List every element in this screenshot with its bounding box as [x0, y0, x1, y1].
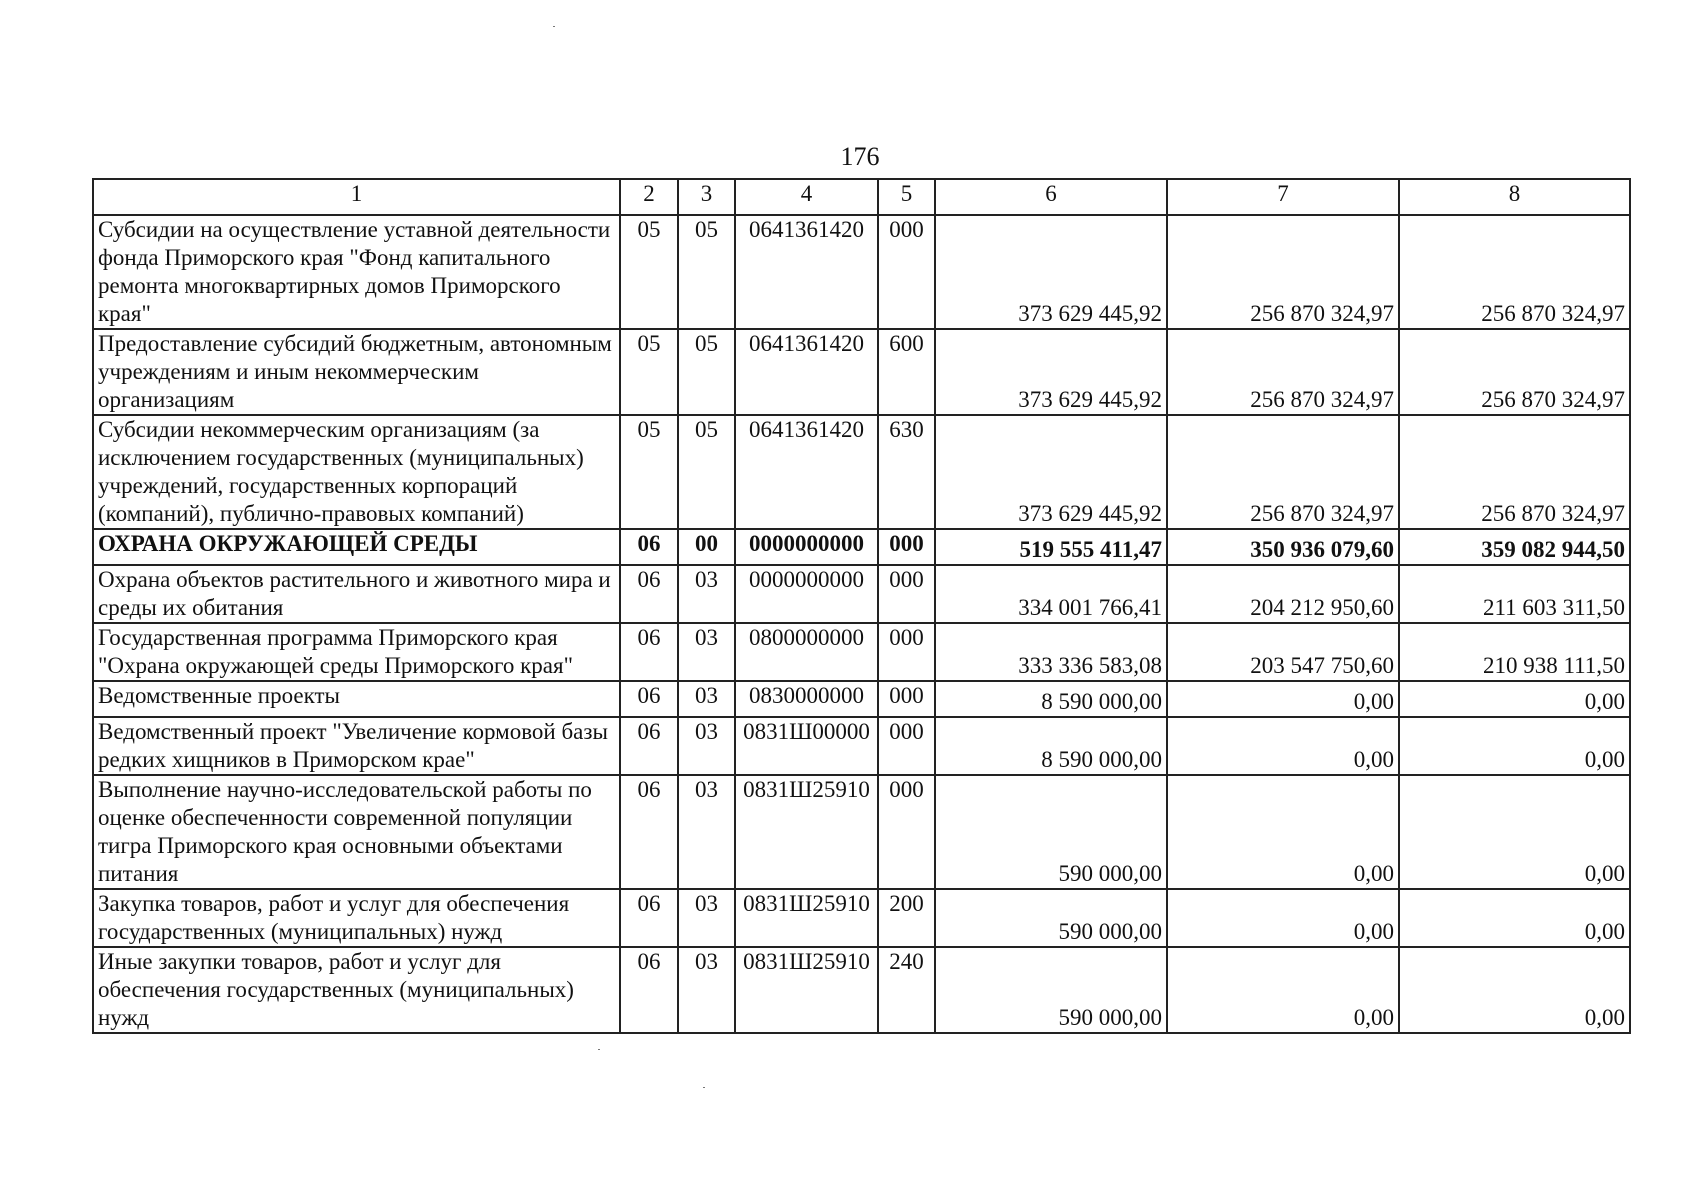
- subsection-code-cell: 03: [678, 947, 735, 1033]
- amount-col6-cell: 334 001 766,41: [935, 565, 1167, 623]
- table-row: [93, 681, 1630, 717]
- expense-type-cell: 000: [878, 681, 935, 717]
- amount-col8-cell: 359 082 944,50: [1399, 529, 1630, 565]
- target-article-cell: 0831Ш25910: [735, 889, 878, 947]
- amount-col8-cell: 0,00: [1399, 947, 1630, 1033]
- header-row: [93, 179, 1630, 215]
- amount-col6-cell: 8 590 000,00: [935, 717, 1167, 775]
- header-cell: 2: [620, 179, 678, 215]
- scan-speck: [553, 26, 555, 27]
- target-article-cell: 0641361420: [735, 415, 878, 529]
- table-row: [93, 775, 1630, 889]
- amount-col7-cell: 0,00: [1167, 775, 1399, 889]
- amount-col6-cell: 373 629 445,92: [935, 415, 1167, 529]
- expense-type-cell: 000: [878, 623, 935, 681]
- amount-col6-cell: 373 629 445,92: [935, 329, 1167, 415]
- section-code-cell: 06: [620, 889, 678, 947]
- amount-col7-cell: 0,00: [1167, 717, 1399, 775]
- amount-col6-cell: 373 629 445,92: [935, 215, 1167, 329]
- table-row: [93, 415, 1630, 529]
- expense-type-cell: 000: [878, 775, 935, 889]
- subsection-code-cell: 05: [678, 215, 735, 329]
- row-name-cell: Охрана объектов растительного и животного мира и среды их обитания: [93, 565, 620, 623]
- amount-col8-cell: 0,00: [1399, 681, 1630, 717]
- table-row: [93, 529, 1630, 565]
- target-article-cell: 0000000000: [735, 565, 878, 623]
- subsection-code-cell: 03: [678, 775, 735, 889]
- amount-col6-cell: 333 336 583,08: [935, 623, 1167, 681]
- row-name-cell: Субсидии на осуществление уставной деятельности фонда Приморского края "Фонд капитального ремонта многоквартирных домов Приморского края": [93, 215, 620, 329]
- amount-col8-cell: 0,00: [1399, 775, 1630, 889]
- section-code-cell: 05: [620, 329, 678, 415]
- amount-col8-cell: 256 870 324,97: [1399, 215, 1630, 329]
- section-code-cell: 06: [620, 775, 678, 889]
- table-row: [93, 215, 1630, 329]
- amount-col8-cell: 256 870 324,97: [1399, 329, 1630, 415]
- subsection-code-cell: 03: [678, 717, 735, 775]
- target-article-cell: 0831Ш00000: [735, 717, 878, 775]
- row-name-cell: ОХРАНА ОКРУЖАЮЩЕЙ СРЕДЫ: [93, 529, 620, 565]
- target-article-cell: 0800000000: [735, 623, 878, 681]
- amount-col7-cell: 256 870 324,97: [1167, 215, 1399, 329]
- header-cell: 7: [1167, 179, 1399, 215]
- target-article-cell: 0000000000: [735, 529, 878, 565]
- amount-col8-cell: 0,00: [1399, 717, 1630, 775]
- subsection-code-cell: 03: [678, 623, 735, 681]
- header-cell: 3: [678, 179, 735, 215]
- amount-col8-cell: 256 870 324,97: [1399, 415, 1630, 529]
- amount-col6-cell: 590 000,00: [935, 947, 1167, 1033]
- amount-col8-cell: 210 938 111,50: [1399, 623, 1630, 681]
- row-name-cell: Выполнение научно-исследовательской работы по оценке обеспеченности современной популяции тигра Приморского края основными объектами питания: [93, 775, 620, 889]
- amount-col8-cell: 0,00: [1399, 889, 1630, 947]
- section-code-cell: 06: [620, 529, 678, 565]
- header-cell: 8: [1399, 179, 1630, 215]
- section-code-cell: 06: [620, 623, 678, 681]
- row-name-cell: Государственная программа Приморского края "Охрана окружающей среды Приморского края": [93, 623, 620, 681]
- section-code-cell: 05: [620, 415, 678, 529]
- amount-col7-cell: 0,00: [1167, 889, 1399, 947]
- budget-table: [92, 178, 1631, 1034]
- subsection-code-cell: 03: [678, 681, 735, 717]
- header-cell: 5: [878, 179, 935, 215]
- row-name-cell: Предоставление субсидий бюджетным, автономным учреждениям и иным некоммерческим организациям: [93, 329, 620, 415]
- subsection-code-cell: 03: [678, 565, 735, 623]
- amount-col7-cell: 204 212 950,60: [1167, 565, 1399, 623]
- subsection-code-cell: 00: [678, 529, 735, 565]
- target-article-cell: 0830000000: [735, 681, 878, 717]
- target-article-cell: 0641361420: [735, 329, 878, 415]
- amount-col7-cell: 350 936 079,60: [1167, 529, 1399, 565]
- amount-col6-cell: 519 555 411,47: [935, 529, 1167, 565]
- expense-type-cell: 000: [878, 529, 935, 565]
- section-code-cell: 06: [620, 947, 678, 1033]
- amount-col7-cell: 256 870 324,97: [1167, 415, 1399, 529]
- subsection-code-cell: 05: [678, 329, 735, 415]
- subsection-code-cell: 05: [678, 415, 735, 529]
- expense-type-cell: 600: [878, 329, 935, 415]
- section-code-cell: 06: [620, 717, 678, 775]
- amount-col6-cell: 8 590 000,00: [935, 681, 1167, 717]
- row-name-cell: Закупка товаров, работ и услуг для обеспечения государственных (муниципальных) нужд: [93, 889, 620, 947]
- expense-type-cell: 630: [878, 415, 935, 529]
- expense-type-cell: 240: [878, 947, 935, 1033]
- scan-speck: [598, 1049, 600, 1050]
- row-name-cell: Ведомственные проекты: [93, 681, 620, 717]
- row-name-cell: Иные закупки товаров, работ и услуг для обеспечения государственных (муниципальных) нужд: [93, 947, 620, 1033]
- page-number: 176: [840, 142, 880, 171]
- amount-col8-cell: 211 603 311,50: [1399, 565, 1630, 623]
- amount-col7-cell: 203 547 750,60: [1167, 623, 1399, 681]
- header-cell: 6: [935, 179, 1167, 215]
- section-code-cell: 05: [620, 215, 678, 329]
- header-cell: 1: [93, 179, 620, 215]
- table-row: [93, 947, 1630, 1033]
- table-row: [93, 623, 1630, 681]
- amount-col7-cell: 256 870 324,97: [1167, 329, 1399, 415]
- amount-col6-cell: 590 000,00: [935, 775, 1167, 889]
- table-row: [93, 889, 1630, 947]
- section-code-cell: 06: [620, 681, 678, 717]
- target-article-cell: 0831Ш25910: [735, 775, 878, 889]
- table-row: [93, 329, 1630, 415]
- row-name-cell: Ведомственный проект "Увеличение кормовой базы редких хищников в Приморском крае": [93, 717, 620, 775]
- table-row: [93, 717, 1630, 775]
- amount-col7-cell: 0,00: [1167, 681, 1399, 717]
- amount-col7-cell: 0,00: [1167, 947, 1399, 1033]
- expense-type-cell: 200: [878, 889, 935, 947]
- target-article-cell: 0831Ш25910: [735, 947, 878, 1033]
- expense-type-cell: 000: [878, 565, 935, 623]
- scan-speck: [703, 1087, 705, 1088]
- amount-col6-cell: 590 000,00: [935, 889, 1167, 947]
- table-row: [93, 565, 1630, 623]
- section-code-cell: 06: [620, 565, 678, 623]
- row-name-cell: Субсидии некоммерческим организациям (за исключением государственных (муниципальных) учреждений, государственных корпораций (компаний), публично-правовых компаний): [93, 415, 620, 529]
- header-cell: 4: [735, 179, 878, 215]
- expense-type-cell: 000: [878, 717, 935, 775]
- subsection-code-cell: 03: [678, 889, 735, 947]
- expense-type-cell: 000: [878, 215, 935, 329]
- table-body: [93, 179, 1630, 1033]
- target-article-cell: 0641361420: [735, 215, 878, 329]
